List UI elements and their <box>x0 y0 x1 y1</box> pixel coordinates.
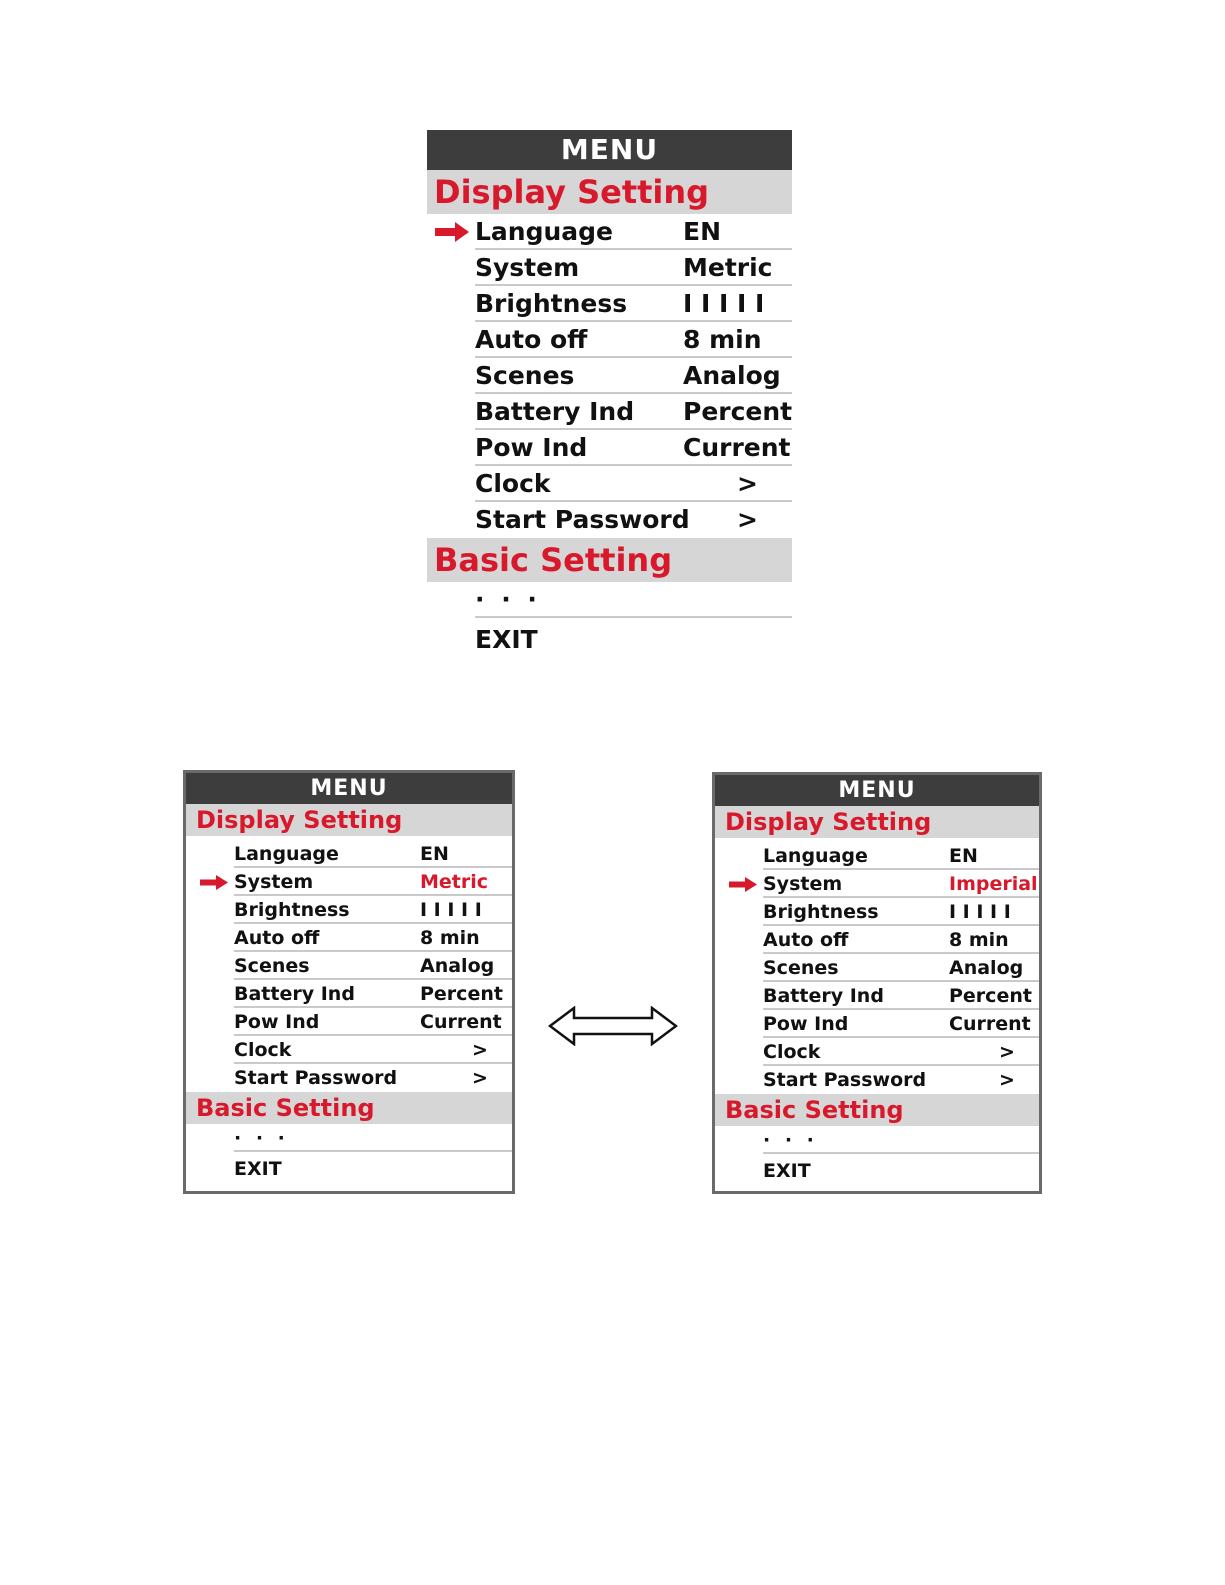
menu-item-label: Start Password <box>763 1069 927 1091</box>
double-arrow-icon <box>548 1006 678 1046</box>
menu-item-auto-off[interactable] <box>427 322 792 358</box>
menu-item-pow-ind[interactable] <box>186 1008 512 1036</box>
menu-item-scenes[interactable] <box>715 954 1039 982</box>
menu-item-auto-off[interactable] <box>715 926 1039 954</box>
menu-item-value: Metric <box>683 253 773 282</box>
menu-item-label: Start Password <box>475 505 690 534</box>
menu-title: MENU <box>186 773 512 804</box>
menu-item-value: Current <box>683 433 791 462</box>
menu-item-battery-ind[interactable] <box>715 982 1039 1010</box>
menu-item-label: Clock <box>475 469 551 498</box>
menu-item-language[interactable] <box>186 840 512 868</box>
chevron-right-icon: > <box>737 469 758 498</box>
right-arrow-icon <box>435 222 469 242</box>
section-display-setting[interactable]: Display Setting <box>715 806 1039 838</box>
menu-item-value: I I I I I <box>420 899 482 921</box>
menu-item-more[interactable] <box>186 1124 512 1152</box>
menu-item-label: Battery Ind <box>763 985 884 1007</box>
menu-item-clock[interactable] <box>186 1036 512 1064</box>
exit-label: EXIT <box>475 625 538 654</box>
menu-item-value: Metric <box>420 871 489 893</box>
menu-item-label: Auto off <box>763 929 849 951</box>
menu-item-label: System <box>763 873 843 895</box>
menu-right <box>712 772 1042 1194</box>
menu-item-scenes[interactable] <box>427 358 792 394</box>
section-display-setting[interactable]: Display Setting <box>427 170 792 214</box>
menu-item-value: I I I I I <box>683 289 765 318</box>
menu-item-value: EN <box>420 843 449 865</box>
ellipsis: · · · <box>475 585 541 614</box>
menu-item-label: Scenes <box>763 957 839 979</box>
menu-item-label: Pow Ind <box>763 1013 849 1035</box>
menu-item-value: EN <box>683 217 722 246</box>
menu-item-clock[interactable] <box>427 466 792 502</box>
exit-label: EXIT <box>234 1158 282 1180</box>
ellipsis: · · · <box>763 1129 818 1151</box>
menu-item-language[interactable] <box>715 842 1039 870</box>
menu-item-value: Current <box>420 1011 502 1033</box>
menu-item-more[interactable] <box>715 1126 1039 1154</box>
menu-item-label: Pow Ind <box>234 1011 320 1033</box>
menu-item-exit[interactable] <box>427 618 792 660</box>
menu-item-more[interactable] <box>427 582 792 618</box>
menu-left <box>183 770 515 1194</box>
menu-item-label: Brightness <box>234 899 350 921</box>
menu-item-label: Language <box>475 217 614 246</box>
menu-item-start-password[interactable] <box>715 1066 1039 1094</box>
chevron-right-icon: > <box>472 1039 488 1061</box>
menu-item-label: Auto off <box>475 325 588 354</box>
menu-item-label: Clock <box>234 1039 292 1061</box>
menu-top <box>427 130 792 660</box>
menu-item-value: EN <box>949 845 978 867</box>
menu-item-value: 8 min <box>420 927 480 949</box>
chevron-right-icon: > <box>472 1067 488 1089</box>
menu-item-value: 8 min <box>683 325 762 354</box>
menu-item-auto-off[interactable] <box>186 924 512 952</box>
menu-item-label: Scenes <box>234 955 310 977</box>
menu-item-value: Analog <box>420 955 495 977</box>
menu-item-label: Language <box>234 843 339 865</box>
menu-item-system[interactable] <box>715 870 1039 898</box>
menu-item-start-password[interactable] <box>186 1064 512 1092</box>
menu-item-exit[interactable] <box>715 1154 1039 1188</box>
right-arrow-icon <box>200 875 228 890</box>
right-arrow-icon <box>729 877 757 892</box>
menu-item-system[interactable] <box>427 250 792 286</box>
menu-item-system[interactable] <box>186 868 512 896</box>
menu-item-language[interactable] <box>427 214 792 250</box>
menu-item-value: Percent <box>683 397 792 426</box>
menu-item-value: Analog <box>683 361 781 390</box>
menu-item-battery-ind[interactable] <box>186 980 512 1008</box>
menu-item-value: Analog <box>949 957 1024 979</box>
menu-item-scenes[interactable] <box>186 952 512 980</box>
menu-item-label: Clock <box>763 1041 821 1063</box>
menu-item-pow-ind[interactable] <box>715 1010 1039 1038</box>
ellipsis: · · · <box>234 1127 289 1149</box>
menu-item-label: Brightness <box>475 289 628 318</box>
menu-item-brightness[interactable] <box>715 898 1039 926</box>
menu-title: MENU <box>427 130 792 170</box>
menu-item-pow-ind[interactable] <box>427 430 792 466</box>
chevron-right-icon: > <box>737 505 758 534</box>
menu-item-label: Pow Ind <box>475 433 588 462</box>
menu-item-value: Percent <box>949 985 1032 1007</box>
menu-item-value: Percent <box>420 983 503 1005</box>
chevron-right-icon: > <box>999 1069 1015 1091</box>
menu-item-label: System <box>475 253 580 282</box>
section-display-setting[interactable]: Display Setting <box>186 804 512 836</box>
menu-item-exit[interactable] <box>186 1152 512 1186</box>
menu-item-brightness[interactable] <box>186 896 512 924</box>
menu-item-value: 8 min <box>949 929 1009 951</box>
menu-item-label: Start Password <box>234 1067 398 1089</box>
exit-label: EXIT <box>763 1160 811 1182</box>
chevron-right-icon: > <box>999 1041 1015 1063</box>
menu-item-label: Auto off <box>234 927 320 949</box>
menu-item-label: System <box>234 871 314 893</box>
menu-item-value: Imperial <box>949 873 1038 895</box>
menu-item-label: Battery Ind <box>234 983 355 1005</box>
menu-item-value: I I I I I <box>949 901 1011 923</box>
section-basic-setting[interactable]: Basic Setting <box>715 1094 1039 1126</box>
menu-item-brightness[interactable] <box>427 286 792 322</box>
menu-item-start-password[interactable] <box>427 502 792 538</box>
menu-item-battery-ind[interactable] <box>427 394 792 430</box>
menu-item-label: Language <box>763 845 868 867</box>
menu-item-label: Brightness <box>763 901 879 923</box>
menu-item-value: Current <box>949 1013 1031 1035</box>
menu-item-label: Scenes <box>475 361 575 390</box>
section-basic-setting[interactable]: Basic Setting <box>186 1092 512 1124</box>
menu-item-label: Battery Ind <box>475 397 635 426</box>
menu-title: MENU <box>715 775 1039 806</box>
section-basic-setting[interactable]: Basic Setting <box>427 538 792 582</box>
menu-item-clock[interactable] <box>715 1038 1039 1066</box>
